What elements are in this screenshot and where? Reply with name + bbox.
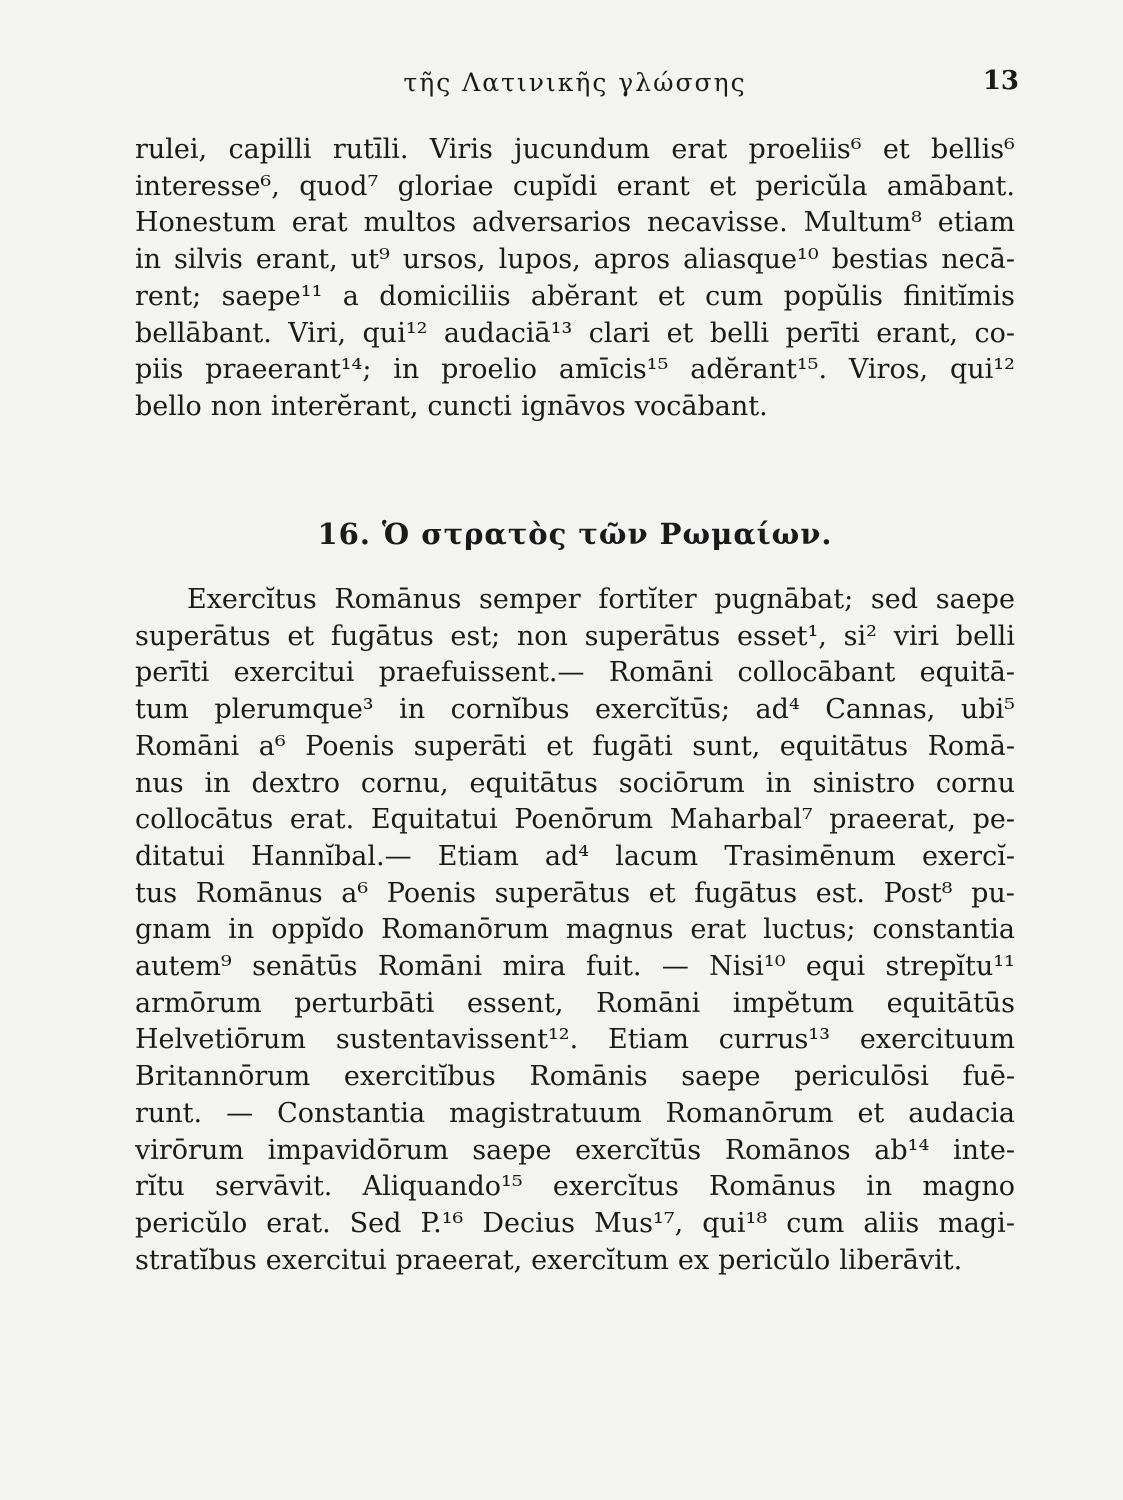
word: Poenōrum — [514, 804, 654, 836]
section-heading: 16. Ὁ στρατὸς τῶν Ρωμαίων. — [317, 517, 833, 551]
word: bellābant. — [135, 317, 272, 349]
word: Mus¹⁷, — [594, 1207, 684, 1239]
word: ignāvos — [520, 390, 626, 422]
word: collocātus — [135, 804, 274, 836]
word: ursos, — [402, 244, 486, 276]
text-line — [135, 1096, 1015, 1133]
word: exercĭtūs; — [595, 694, 731, 726]
text-line — [135, 986, 1015, 1023]
word: audacia — [908, 1097, 1015, 1129]
word: Romāni — [135, 730, 240, 762]
word: non — [210, 390, 262, 422]
word: Romāni — [595, 987, 701, 1019]
word: dextro — [251, 767, 340, 799]
word: cum — [786, 1207, 845, 1239]
word: — — [661, 951, 689, 983]
word: pericŭlo — [718, 1244, 831, 1276]
word: semper — [479, 584, 581, 615]
word: in — [866, 1171, 893, 1203]
word: Romānus — [334, 584, 462, 615]
word: sunt, — [692, 730, 761, 762]
word: erat — [291, 207, 348, 239]
word: Sed — [349, 1207, 402, 1239]
word: constantia — [872, 914, 1015, 946]
running-head: τῆς Λατινικῆς γλώσσης — [403, 68, 747, 97]
text-line — [135, 1169, 1015, 1206]
word: superāti — [413, 730, 527, 762]
word: P.¹⁶ — [420, 1207, 464, 1239]
word: proeliis⁶ — [748, 134, 862, 165]
word: Multum⁸ — [803, 207, 922, 239]
word: interĕrant, — [270, 390, 419, 422]
word: pugnābat; — [714, 584, 854, 615]
word: praefuissent.— — [378, 657, 585, 689]
word: pericŭla — [755, 170, 868, 202]
word: in — [765, 767, 792, 799]
word: sed — [870, 584, 919, 615]
word: qui¹² — [362, 317, 428, 349]
word: tus — [135, 877, 178, 909]
word: impavidōrum — [267, 1134, 449, 1166]
word: abĕrant — [530, 280, 638, 312]
word: belli — [955, 620, 1015, 652]
word: Constantia — [277, 1097, 426, 1129]
word: proelio — [441, 354, 538, 386]
word: Maharbal⁷ — [669, 804, 813, 836]
word: Exercĭtus — [187, 584, 317, 615]
word: et — [709, 170, 737, 202]
word: ad⁴ — [544, 840, 590, 872]
word: armōrum — [135, 987, 262, 1019]
word: ubi⁵ — [960, 694, 1015, 726]
word: silvis — [174, 244, 243, 276]
word: in — [204, 767, 231, 799]
text-line — [135, 242, 1015, 279]
word: amābant. — [886, 170, 1015, 202]
text-line — [135, 619, 1015, 656]
text-line — [135, 876, 1015, 913]
word: belli — [709, 317, 770, 349]
paragraph-2 — [135, 582, 1015, 1279]
word: Equitatui — [370, 804, 498, 836]
word: quod⁷ — [299, 170, 379, 202]
word: adversarios — [471, 207, 632, 239]
word: et — [546, 730, 574, 762]
word: cornu, — [360, 767, 449, 799]
text-line — [135, 279, 1015, 316]
word: perīti — [135, 657, 210, 689]
word: collocābant — [737, 657, 896, 689]
word: est; — [450, 620, 501, 652]
word: qui¹⁸ — [702, 1207, 768, 1239]
word: aliasque¹⁰ — [683, 244, 819, 276]
word: magnus — [565, 914, 674, 946]
text-line — [135, 1059, 1015, 1096]
word: exercitĭbus — [343, 1061, 496, 1093]
word: Britannōrum — [135, 1061, 311, 1093]
word: si² — [843, 620, 877, 652]
word: in — [399, 694, 426, 726]
word: equitātus — [779, 730, 909, 762]
word: erant, — [255, 244, 338, 276]
word: erat — [690, 914, 747, 946]
word: esset¹, — [736, 620, 827, 652]
text-line — [135, 169, 1015, 206]
word: exercĭtum — [531, 1244, 669, 1276]
word: apros — [593, 244, 671, 276]
word: bellis⁶ — [931, 134, 1015, 165]
text-line — [135, 802, 1015, 839]
word: et — [648, 877, 676, 909]
word: bello — [135, 390, 202, 422]
word: lacum — [615, 840, 699, 872]
word: viri — [893, 620, 940, 652]
word: Honestum — [135, 207, 276, 239]
word: periculōsi — [794, 1061, 929, 1093]
word: Etiam — [608, 1024, 689, 1056]
word: Romanōrum — [665, 1097, 834, 1129]
word: fugātus — [330, 620, 434, 652]
word: pe- — [972, 804, 1015, 836]
paragraph-1 — [135, 132, 1015, 426]
word: — — [226, 1097, 254, 1129]
word: et — [287, 620, 315, 652]
text-line — [135, 839, 1015, 876]
word: Romānis — [529, 1061, 648, 1093]
word: exercĭ- — [921, 840, 1015, 872]
word: saepe¹¹ — [221, 280, 323, 312]
word: runt. — [135, 1097, 203, 1129]
word: saepe — [935, 584, 1015, 615]
word: fortĭter — [598, 584, 697, 615]
text-line — [135, 1206, 1015, 1243]
word: Romānus — [195, 877, 323, 909]
word: non — [516, 620, 568, 652]
word: Trasimēnum — [724, 840, 896, 872]
word: Romānos — [724, 1134, 851, 1166]
word: pu- — [971, 877, 1015, 909]
word: superātus — [584, 620, 721, 652]
word: Post⁸ — [883, 877, 953, 909]
text-line — [135, 352, 1015, 389]
word: Viros, — [848, 354, 929, 386]
word: bestias — [831, 244, 929, 276]
word: exercitui — [233, 657, 355, 689]
word: ditatui — [135, 840, 225, 872]
text-line — [135, 692, 1015, 729]
word: luctus; — [763, 914, 856, 946]
word: equitā- — [919, 657, 1015, 689]
page-header — [135, 66, 1019, 108]
word: sustentavissent¹². — [335, 1024, 579, 1056]
word: rent; — [135, 280, 202, 312]
word: perturbāti — [294, 987, 435, 1019]
word: est. — [815, 877, 865, 909]
word: liberāvit. — [839, 1244, 963, 1276]
word: exercĭtus — [552, 1171, 679, 1203]
text-line — [135, 1022, 1015, 1059]
word: et — [657, 280, 685, 312]
word: et — [882, 134, 910, 165]
word: et — [857, 1097, 885, 1129]
word: erat. — [289, 804, 355, 836]
word: Viris — [429, 134, 493, 165]
word: currus¹³ — [718, 1024, 831, 1056]
word: Etiam — [437, 840, 519, 872]
word: nus — [135, 767, 184, 799]
word: in — [393, 354, 420, 386]
word: popŭlis — [783, 280, 883, 312]
word: erant — [616, 170, 690, 202]
word: fugāti — [592, 730, 673, 762]
word: cupĭdi — [512, 170, 598, 202]
word: necā- — [941, 244, 1015, 276]
word: a — [342, 280, 359, 312]
word: in — [228, 914, 255, 946]
word: fugātus — [694, 877, 798, 909]
text-line — [135, 655, 1015, 692]
word: piis — [135, 354, 184, 386]
word: exercĭtūs — [575, 1134, 702, 1166]
word: Poenis — [305, 730, 395, 762]
word: Decius — [482, 1207, 576, 1239]
word: cuncti — [427, 390, 512, 422]
word: erant, — [876, 317, 959, 349]
word: capilli — [228, 134, 312, 165]
word: cornĭbus — [450, 694, 570, 726]
word: interesse⁶, — [135, 170, 280, 202]
word: sinistro — [812, 767, 915, 799]
word: sociōrum — [618, 767, 745, 799]
word: Viri, — [288, 317, 347, 349]
text-line — [135, 582, 1015, 619]
word: gloriae — [397, 170, 494, 202]
word: amīcis¹⁵ — [558, 354, 669, 386]
word: Romāni — [608, 657, 714, 689]
word: mira — [502, 951, 566, 983]
word: vocābant. — [634, 390, 768, 422]
word: cornu — [935, 767, 1015, 799]
word: Romā- — [927, 730, 1015, 762]
text-line — [135, 316, 1015, 353]
word: clari — [588, 317, 651, 349]
word: fuē- — [962, 1061, 1015, 1093]
word: Cannas, — [825, 694, 936, 726]
word: stratĭbus — [135, 1244, 257, 1276]
word: ab¹⁴ — [874, 1134, 930, 1166]
word: pericŭlo — [135, 1207, 248, 1239]
word: servāvit. — [214, 1171, 333, 1203]
word: superātus — [135, 620, 271, 652]
word: ad⁴ — [755, 694, 800, 726]
word: Romāni — [377, 951, 483, 983]
word: essent, — [466, 987, 564, 1019]
word: a⁶ — [341, 877, 369, 909]
word: equitātus — [469, 767, 598, 799]
word: et — [666, 317, 694, 349]
word: domiciliis — [379, 280, 511, 312]
word: a⁶ — [258, 730, 286, 762]
word: Aliquando¹⁵ — [362, 1171, 523, 1203]
word: tum — [135, 694, 189, 726]
word: strepĭtu¹¹ — [885, 951, 1015, 983]
word: ex — [677, 1244, 710, 1276]
text-line — [135, 912, 1015, 949]
word: magistratuum — [449, 1097, 642, 1129]
word: rutīli. — [332, 134, 409, 165]
word: superātus — [494, 877, 631, 909]
word: Hannĭbal.— — [250, 840, 412, 872]
word: praeerant¹⁴; — [205, 354, 372, 386]
word: erat — [671, 134, 728, 165]
word: gnam — [135, 914, 212, 946]
word: praeerat, — [395, 1244, 523, 1276]
word: finitĭmis — [903, 280, 1015, 312]
word: Nisi¹⁰ — [709, 951, 786, 983]
word: equi — [805, 951, 866, 983]
word: virōrum — [135, 1134, 244, 1166]
word: equitātūs — [886, 987, 1015, 1019]
word: Romānus — [709, 1171, 836, 1203]
word: fuit. — [586, 951, 642, 983]
word: magi- — [938, 1207, 1015, 1239]
word: lupos, — [498, 244, 581, 276]
text-line — [135, 1133, 1015, 1170]
word: jucundum — [514, 134, 651, 165]
text-line — [135, 1243, 1015, 1280]
word: necavisse. — [646, 207, 788, 239]
word: exercitui — [265, 1244, 387, 1276]
word: impĕtum — [732, 987, 855, 1019]
word: in — [135, 244, 162, 276]
word: co- — [974, 317, 1015, 349]
word: cum — [705, 280, 764, 312]
word: saepe — [681, 1061, 761, 1093]
word: Helvetiōrum — [135, 1024, 307, 1056]
word: ut⁹ — [350, 244, 390, 276]
word: perīti — [785, 317, 860, 349]
word: saepe — [472, 1134, 552, 1166]
word: oppĭdo — [271, 914, 365, 946]
word: Poenis — [386, 877, 476, 909]
word: rĭtu — [135, 1171, 185, 1203]
text-line — [135, 949, 1015, 986]
word: plerumque³ — [214, 694, 374, 726]
text-line — [135, 205, 1015, 242]
word: rulei, — [135, 134, 208, 165]
word: erat. — [266, 1207, 331, 1239]
word: magno — [922, 1171, 1015, 1203]
word: Romanōrum — [381, 914, 549, 946]
word: exercituum — [859, 1024, 1015, 1056]
word: audaciā¹³ — [443, 317, 573, 349]
word: aliis — [863, 1207, 920, 1239]
word: senātūs — [252, 951, 358, 983]
text-line — [135, 389, 1015, 426]
text-line — [135, 729, 1015, 766]
text-line — [135, 132, 1015, 169]
word: adĕrant¹⁵. — [690, 354, 828, 386]
word: multos — [363, 207, 457, 239]
word: autem⁹ — [135, 951, 232, 983]
page-number: 13 — [982, 66, 1019, 96]
word: qui¹² — [949, 354, 1015, 386]
word: praeerat, — [829, 804, 956, 836]
text-line — [135, 766, 1015, 803]
word: inte- — [953, 1134, 1015, 1166]
word: etiam — [937, 207, 1015, 239]
